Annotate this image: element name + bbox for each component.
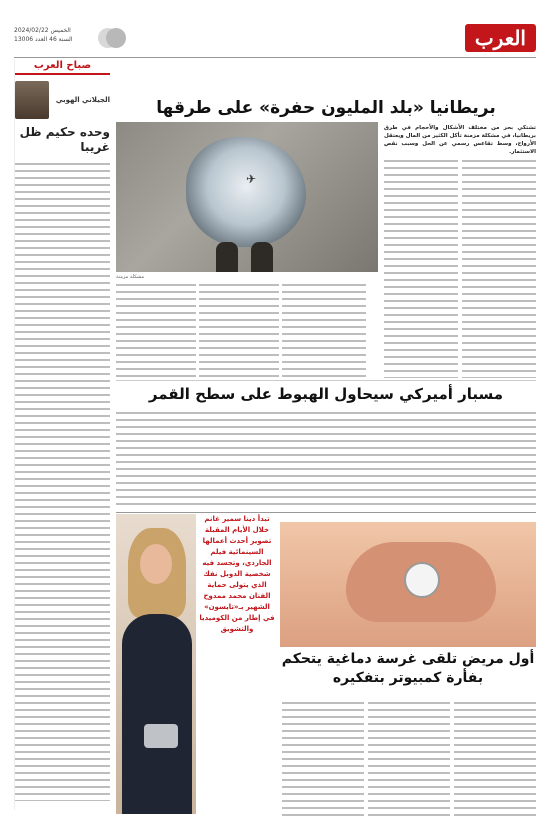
article1-col-3 (282, 282, 366, 378)
article1-col-2 (384, 158, 458, 378)
headline-potholes: بريطانيا «بلد المليون حفرة» على طرقها (156, 98, 496, 118)
article1-col-5 (116, 282, 196, 378)
article4-col-3 (282, 700, 364, 816)
article4-col-1 (454, 700, 536, 816)
article2-col-1 (452, 410, 536, 510)
article1-col-4 (199, 282, 279, 378)
shoe-right (251, 242, 273, 272)
article2-col-5 (116, 410, 200, 510)
article2-col-3 (284, 410, 368, 510)
article1-col-1 (462, 158, 536, 378)
masthead-divider (14, 57, 536, 58)
issue-date: الخميس 2024/02/22 (14, 27, 71, 34)
author-avatar (15, 81, 49, 119)
author-row (15, 81, 110, 119)
headline-brain-implant: أول مريض تلقى غرسة دماغية يتحكم بفأرة كمبيوتر بتفكيره (281, 651, 535, 686)
article-lead: تشتكي بحر من مختلف الأشكال والأحجام في طرق بريطانيا، في مشكلة مزمنة تأكل الكثير من المال ويعتقل الأرواح، وسط تقاعس رسمي عن الحل وسبب نقص الاستثمار. (384, 125, 536, 155)
article2-col-2 (368, 410, 452, 510)
masthead (14, 22, 536, 56)
article-divider (116, 512, 536, 513)
newspaper-logo: العرب (465, 24, 536, 52)
puddle-reflection (186, 137, 306, 247)
dress (122, 614, 192, 814)
opinion-column (14, 60, 110, 810)
photo-caption: مشكلة مزمنة (116, 274, 145, 280)
actress-quote: تبدأ دينا سمير غانم خلال الأيام المقبلة تصوير أحدث أعمالها السينمائية فيلم الجاردي، وتجسد فيه شخصية الدوبل نفك الذي يتولى حماية الفنان محمد ممدوح الشهير بـ«تايسون» في إطار من الكوميديا والتشويق (199, 515, 275, 633)
article4-col-2 (368, 700, 450, 816)
column-section-title: صباح العرب (15, 60, 110, 75)
implant-chip (404, 562, 440, 598)
issue-badge-icon-2 (106, 28, 126, 48)
shoe-left (216, 242, 238, 272)
actress-photo (116, 514, 196, 814)
column-title: وحده حكيم ظل غريبا (19, 125, 110, 154)
issue-number: السنة 46 العدد 13006 (14, 36, 73, 43)
airplane-icon: ✈ (246, 172, 257, 186)
handbag (144, 724, 178, 748)
date-info (14, 26, 94, 44)
pothole-photo (116, 122, 378, 272)
brain-implant-photo (280, 522, 536, 647)
face (140, 544, 172, 584)
article2-col-4 (200, 410, 284, 510)
column-body (15, 161, 110, 801)
headline-moon-probe: مسبار أميركي سيحاول الهبوط على سطح القمر (116, 380, 536, 403)
author-name: الجيلاني الهوبي (55, 96, 110, 104)
